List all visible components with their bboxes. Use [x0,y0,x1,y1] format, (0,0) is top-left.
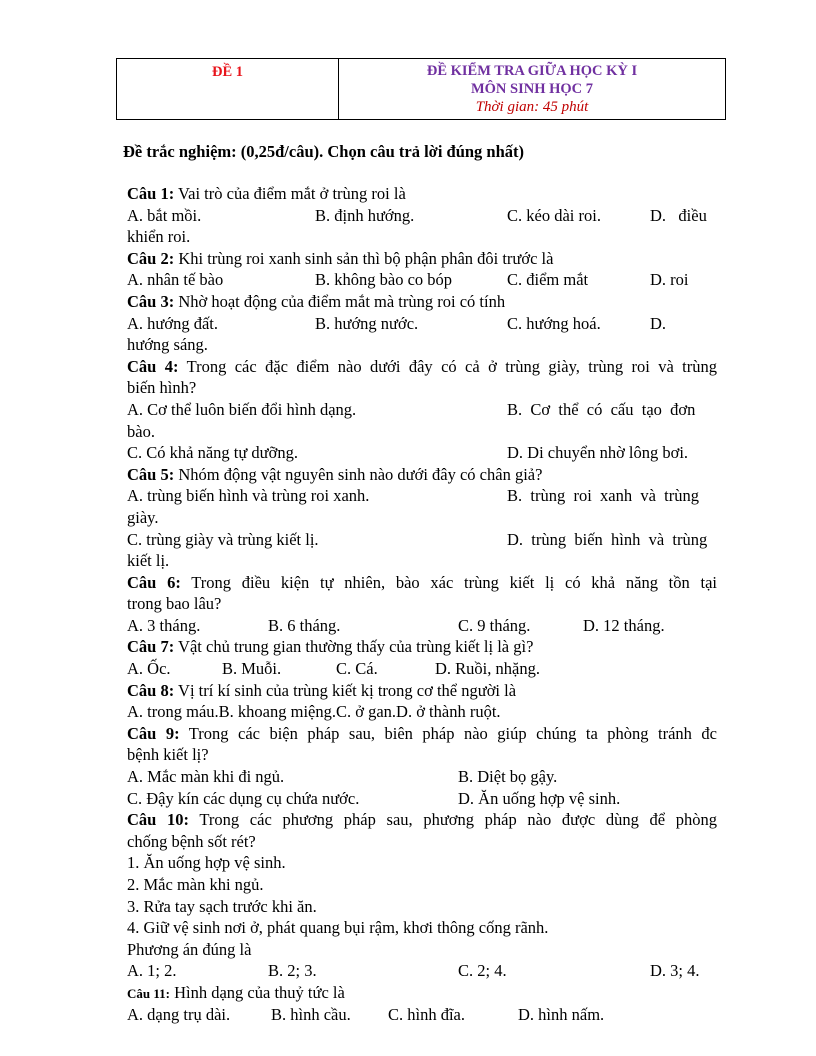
option-a: A. Ốc. [127,659,171,679]
option-a: A. trùng biến hình và trùng roi xanh. [127,486,370,506]
question-label: Câu 6: [127,572,181,592]
option-c: C. 9 tháng. [458,615,531,635]
question-prompt: Phương án đúng là [127,939,252,959]
exam-title: ĐỀ KIỂM TRA GIỮA HỌC KỲ I [426,63,638,79]
option-c: C. 2; 4. [458,961,507,981]
options-row: A. trong máu.B. khoang miệng.C. ở gan.D. ở thành ruột. [127,702,501,722]
option-c: C. Đậy kín các dụng cụ chứa nước. [127,788,360,808]
question-label: Câu 3: [127,291,175,311]
list-item: 4. Giữ vệ sinh nơi ở, phát quang bụi rậm, khơi thông cống rãnh. [127,918,549,938]
options-row [127,1004,717,1026]
question-7 [127,636,717,658]
question-label: Câu 9: [127,723,180,743]
option-a: A. 1; 2. [127,961,177,981]
option-d: D. điều [650,205,707,225]
question-list [127,183,717,1025]
option-c: C. điểm mắt [507,270,589,290]
question-text: Vị trí kí sinh của trùng kiết kị trong cơ thể người là [174,680,517,700]
question-text-cont: chống bệnh sốt rét? [127,831,256,851]
question-4 [127,356,717,378]
question-text: Trong điều kiện tự nhiên, bào xác trùng kiết lị có khả năng tồn tại [180,572,717,592]
option-b: B. hình cầu. [271,1004,351,1024]
question-label: Câu 11: [127,985,170,1001]
exam-code: ĐỀ 1 [211,64,244,80]
option-a: A. nhân tế bào [127,270,224,290]
option-continuation: khiển roi. [127,227,191,247]
options-row [127,960,717,982]
question-2 [127,248,717,270]
option-a: A. bắt mồi. [127,205,202,225]
question-text: Khi trùng roi xanh sinh sản thì bộ phận phân đôi trước là [174,248,554,268]
option-a: A. Cơ thể luôn biến đổi hình dạng. [127,399,357,419]
option-d: D. hình nấm. [518,1004,605,1024]
question-text: Vật chủ trung gian thường thấy của trùng kiết lị là gì? [174,637,534,657]
options-row [127,485,717,507]
question-label: Câu 2: [127,248,175,268]
option-c: C. hình đĩa. [388,1004,465,1024]
question-text: Nhờ hoạt động của điểm mắt mà trùng roi có tính [174,291,506,311]
question-8 [127,680,717,702]
exam-header-table [116,58,726,120]
options-row [127,442,717,464]
option-d: D. 12 tháng. [583,615,665,635]
list-item: 3. Rửa tay sạch trước khi ăn. [127,896,317,916]
option-b: B. 6 tháng. [268,615,341,635]
options-row [127,205,717,227]
option-c: C. trùng giày và trùng kiết lị. [127,529,319,549]
option-continuation: hướng sáng. [127,335,208,355]
option-d: D. 3; 4. [650,961,700,981]
option-d: D. trùng biến hình và trùng [507,529,708,549]
question-9 [127,723,717,745]
question-label: Câu 1: [127,184,175,203]
option-b: B. Muỗi. [222,659,282,679]
question-text-cont: bệnh kiết lị? [127,745,209,765]
option-continuation: kiết lị. [127,551,170,571]
options-row [127,399,717,421]
option-b: B. không bào co bóp [315,270,453,290]
option-c: C. hướng hoá. [507,313,601,333]
question-text-cont: trong bao lâu? [127,594,222,614]
options-row [127,269,717,291]
question-text: Trong các biện pháp sau, biên pháp nào giúp chúng ta phòng tránh đc [179,723,717,743]
option-c: C. Có khả năng tự dưỡng. [127,443,298,463]
question-1 [127,183,717,205]
question-text: Trong các đặc điểm nào dưới đây có cả ở trùng giày, trùng roi và trùng [178,356,717,376]
option-continuation: bào. [127,421,155,441]
option-b: B. hướng nước. [315,313,419,333]
option-d: D. Ăn uống hợp vệ sinh. [458,788,621,808]
question-3 [127,291,717,313]
option-continuation: giày. [127,507,159,527]
question-text: Vai trò của điểm mắt ở trùng roi là [174,184,406,203]
question-label: Câu 10: [127,810,190,830]
option-a: A. dạng trụ dài. [127,1004,231,1024]
option-d: D. [650,313,667,333]
question-11 [127,982,717,1004]
question-10 [127,809,717,831]
exam-time: Thời gian: 45 phút [475,99,589,115]
question-text-cont: biến hình? [127,378,197,398]
question-text: Nhóm động vật nguyên sinh nào dưới đây có chân giả? [174,464,543,484]
exam-code-cell [117,59,339,120]
question-label: Câu 5: [127,464,175,484]
question-5 [127,464,717,486]
question-text: Hình dạng của thuỷ tức là [169,982,345,1002]
list-item: 1. Ăn uống hợp vệ sinh. [127,853,286,873]
option-d: D. Ruồi, nhặng. [435,659,540,679]
exam-info-cell [339,59,726,120]
options-row [127,615,717,637]
exam-subject: MÔN SINH HỌC 7 [470,81,594,97]
option-c: C. kéo dài roi. [507,205,601,225]
options-row [127,766,717,788]
option-b: B. Diệt bọ gậy. [458,767,558,787]
options-row [127,658,717,680]
question-label: Câu 4: [127,356,179,376]
option-a: A. Mắc màn khi đi ngủ. [127,767,285,787]
options-row [127,529,717,551]
option-b: B. 2; 3. [268,961,317,981]
options-row [127,313,717,335]
list-item: 2. Mắc màn khi ngủ. [127,875,264,894]
option-a: A. 3 tháng. [127,615,201,635]
option-d: D. roi [650,270,689,290]
question-text: Trong các phương pháp sau, phương pháp nào được dùng để phòng [189,810,717,830]
option-a: A. hướng đất. [127,313,218,333]
option-c: C. Cá. [336,659,378,679]
option-b: B. định hướng. [315,205,415,225]
option-d: D. Di chuyển nhờ lông bơi. [507,443,689,463]
option-b: B. trùng roi xanh và trùng [507,486,700,506]
options-row [127,788,717,810]
question-6 [127,572,717,594]
question-label: Câu 8: [127,680,175,700]
option-b: B. Cơ thể có cấu tạo đơn [507,399,696,419]
question-label: Câu 7: [127,637,175,657]
instruction: Đề trắc nghiệm: (0,25đ/câu). Chọn câu trả lời đúng nhất) [123,142,525,161]
